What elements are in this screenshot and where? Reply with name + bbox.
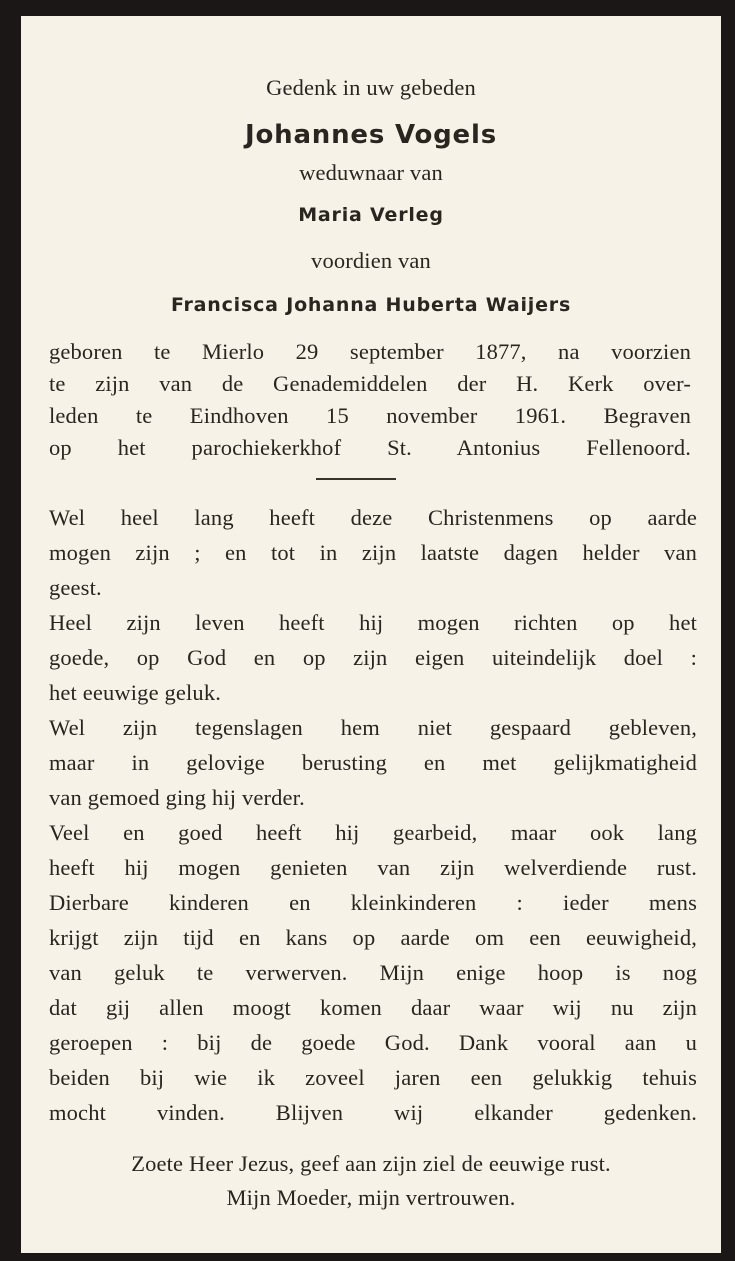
text-line: geest. (49, 575, 102, 600)
relation-previously: voordien van (311, 248, 431, 273)
text-line: heeft hij mogen genieten van zijn welverdiende rust. (49, 855, 697, 880)
text-line: van gemoed ging hij verder. (49, 785, 305, 810)
bio-line: te zijn van de Genademiddelen der H. Kerk over- (49, 371, 691, 396)
text-line: beiden bij wie ik zoveel jaren een gelukkig tehuis (49, 1065, 697, 1090)
text-line: Wel heel lang heeft deze Christenmens op aarde (49, 505, 697, 530)
bio-line: geboren te Mierlo 29 september 1877, na voorzien (49, 339, 691, 364)
text-line: het eeuwige geluk. (49, 680, 222, 705)
text-line: Veel en goed heeft hij gearbeid, maar ook lang (49, 820, 697, 845)
memorial-card (21, 16, 721, 1253)
spouse-second: Francisca Johanna Huberta Waijers (170, 294, 572, 316)
bio-line: op het parochiekerkhof St. Antonius Fellenoord. (49, 435, 691, 460)
text-line: krijgt zijn tijd en kans op aarde om een eeuwigheid, (49, 925, 697, 950)
text-line: mogen zijn ; en tot in zijn laatste dagen helder van (49, 540, 697, 565)
text-line: Wel zijn tegenslagen hem niet gespaard gebleven, (49, 715, 697, 740)
text-line: van geluk te verwerven. Mijn enige hoop is nog (49, 960, 697, 985)
text-line: Heel zijn leven heeft hij mogen richten op het (49, 610, 697, 635)
spouse-first: Maria Verleg (298, 204, 444, 226)
separator-rule (316, 478, 396, 480)
text-line: Dierbare kinderen en kleinkinderen : ieder mens (49, 890, 697, 915)
deceased-name: Johannes Vogels (245, 120, 497, 150)
prayer-line: Mijn Moeder, mijn vertrouwen. (226, 1185, 516, 1210)
text-line: mocht vinden. Blijven wij elkander gedenken. (49, 1100, 697, 1125)
intro-line: Gedenk in uw gebeden (266, 75, 476, 100)
text-line: maar in gelovige berusting en met gelijkmatigheid (49, 750, 697, 775)
relation-widower: weduwnaar van (299, 160, 443, 185)
prayer-line: Zoete Heer Jezus, geef aan zijn ziel de eeuwige rust. (131, 1151, 611, 1176)
text-line: geroepen : bij de goede God. Dank vooral aan u (49, 1030, 697, 1055)
bio-line: leden te Eindhoven 15 november 1961. Begraven (49, 403, 691, 428)
text-line: goede, op God en op zijn eigen uiteindelijk doel : (49, 645, 697, 670)
text-line: dat gij allen moogt komen daar waar wij nu zijn (49, 995, 697, 1020)
